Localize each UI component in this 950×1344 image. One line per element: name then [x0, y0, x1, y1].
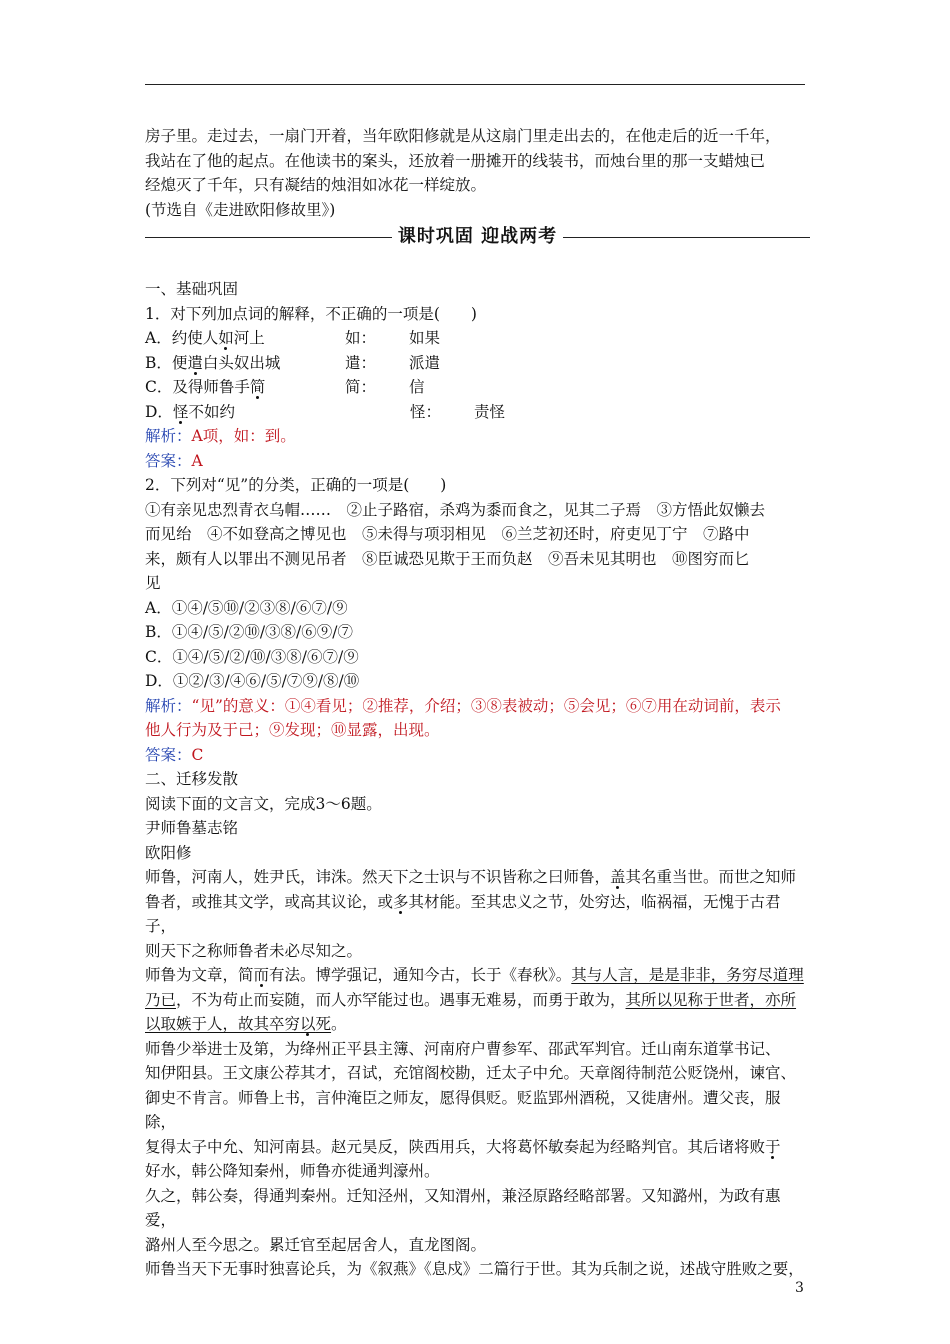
dotted-word: 遣 [187, 353, 203, 372]
question-stem: 1．对下列加点词的解释，不正确的一项是( ) [145, 304, 477, 323]
option-key: 简： [345, 378, 377, 396]
banner-rule-left [145, 237, 392, 238]
option-meaning: 信 [409, 378, 425, 396]
option-d: D．①②/③/④⑥/⑤/⑦⑨/⑧/⑩ [145, 672, 360, 690]
section-heading: 一、基础巩固 [145, 280, 239, 298]
passage-line: 师鲁为文章，简而有法。博学强记，通知今古，长于《春秋》。其与人言，是是非非，务穷尽道理 [145, 966, 804, 984]
option-text: A．约使人如河上 [145, 329, 265, 347]
option-c: C．①④/⑤/②/⑩/③⑧/⑥⑦/⑨ [145, 647, 359, 666]
intro-line: 我站在了他的起点。在他读书的案头，还放着一册摊开的线装书，而烛台里的那一支蜡烛已 [145, 151, 766, 170]
passage-line: 师鲁，河南人，姓尹氏，讳洙。然天下之士识与不识皆称之曰师鲁，盖其名重当世。而世之知师 [145, 868, 797, 886]
passage-line: 乃已，不为苟止而妄随，而人亦罕能过也。遇事无难易，而勇于敢为，其所以见称于世者，亦所 [145, 990, 797, 1009]
option-b: B．①④/⑤/②⑩/③⑧/⑥⑨/⑦ [145, 623, 354, 641]
dotted-word: 以 [300, 1015, 316, 1033]
option-a [145, 326, 810, 351]
passage-line: 御史不肯言。师鲁上书，言仲淹臣之师友，愿得俱贬。贬监郢州酒税，又徙唐州。遭父丧，服除， [145, 1088, 781, 1131]
option-meaning: 责怪 [474, 402, 506, 421]
passage-line: 鲁者，或推其文学，或高其议论，或多其材能。至其忠义之节，处穷达，临祸福，无愧于古君子， [145, 892, 781, 935]
passage-line: 知伊阳县。王文康公荐其才，召试，充馆阁校勘，迁太子中允。天章阁待制范公贬饶州，谏官、 [145, 1064, 797, 1082]
dotted-word: 如 [218, 329, 234, 347]
option-b [145, 351, 810, 376]
passage-line: 潞州人至今思之。累迁官至起居舍人，直龙图阁。 [145, 1235, 487, 1254]
dotted-word: 怪 [172, 402, 189, 421]
explanation: 解析：A项，如：到。 [145, 427, 296, 445]
passage-author: 欧阳修 [145, 843, 192, 862]
option-key: 如： [345, 329, 377, 347]
dotted-word: 于 [765, 1137, 781, 1156]
underlined-sentence: 以取嫉于人，故其卒穷 [145, 1015, 301, 1033]
underlined-sentence: 乃已 [145, 990, 177, 1009]
intro-source: (节选自《走进欧阳修故里》) [145, 200, 336, 219]
header-rule [145, 84, 805, 85]
section-banner [145, 225, 810, 249]
dotted-word: 盖 [610, 868, 626, 886]
option-key: 怪： [410, 402, 442, 421]
passage-title: 尹师鲁墓志铭 [145, 819, 239, 837]
option-key: 遣： [345, 353, 377, 372]
section-heading: 二、迁移发散 [145, 770, 239, 788]
question-line: 见 [145, 574, 161, 592]
option-text: C．及得师鲁手简 [145, 378, 266, 396]
document-body [145, 124, 810, 1282]
option-text: B．便遣白头奴出城 [145, 353, 281, 372]
answer: 答案：A [145, 451, 203, 470]
option-c [145, 375, 810, 400]
banner-title: 课时巩固 迎战两考 [397, 225, 558, 247]
dotted-word: 简 [249, 378, 266, 396]
banner-rule-right [563, 237, 810, 238]
intro-line: 经熄灭了千年，只有凝结的烛泪如冰花一样绽放。 [145, 176, 487, 194]
answer: 答案：C [145, 745, 204, 764]
page-number: 3 [795, 1280, 804, 1296]
question-line: ①有亲见忠烈青衣乌帽…… ②止子路宿，杀鸡为黍而食之，见其二子焉 ③方悟此奴懒去 [145, 500, 766, 519]
passage-line: 师鲁当天下无事时独喜论兵，为《叙燕》《息戍》二篇行于世。其为兵制之说，述战守胜败之要， [145, 1260, 804, 1278]
underlined-sentence: 其与人言，是是非非，务穷尽道理 [571, 966, 804, 984]
dotted-word: 而 [253, 966, 270, 984]
underlined-sentence: 其所以见称于世者，亦所 [625, 990, 797, 1009]
explanation: 解析：“见”的意义：①④看见；②推荐，介绍；③⑧表被动；⑤会见；⑥⑦用在动词前，表示 [145, 696, 781, 715]
passage-line: 复得太子中允、知河南县。赵元昊反，陕西用兵，大将葛怀敏奏起为经略判官。其后诸将败于 [145, 1137, 781, 1156]
option-text: D．怪不如约 [145, 402, 235, 421]
question-line: 而见绐 ④不如登高之博见也 ⑤未得与项羽相见 ⑥兰芝初还时，府吏见丁宁 ⑦路中 [145, 525, 750, 543]
instruction: 阅读下面的文言文，完成3～6题。 [145, 794, 382, 813]
dotted-word: 多 [393, 892, 409, 911]
option-meaning: 派遣 [409, 353, 441, 372]
option-a: A．①④/⑤⑩/②③⑧/⑥⑦/⑨ [145, 598, 348, 617]
passage-line: 好水，韩公降知秦州，师鲁亦徙通判濠州。 [145, 1162, 440, 1180]
option-d [145, 400, 810, 425]
passage-line: 久之，韩公奏，得通判秦州。迁知泾州，又知渭州，兼泾原路经略部署。又知潞州，为政有惠爱， [145, 1186, 781, 1229]
question-line: 来，颇有人以罪出不测见吊者 ⑧臣诚恐见欺于王而负赵 ⑨吾未见其明也 ⑩图穷而匕 [145, 549, 750, 568]
intro-line: 房子里。走过去，一扇门开着，当年欧阳修就是从这扇门里走出去的，在他走后的近一千年， [145, 127, 781, 145]
passage-line: 则天下之称师鲁者未必尽知之。 [145, 941, 363, 960]
passage-line: 师鲁少举进士及第，为绛州正平县主簿、河南府户曹参军、邵武军判官。迁山南东道掌书记、 [145, 1039, 781, 1058]
option-meaning: 如果 [409, 329, 441, 347]
passage-line: 以取嫉于人，故其卒穷以死。 [145, 1015, 347, 1033]
explanation-line: 他人行为及于己；⑨发现；⑩显露，出现。 [145, 721, 440, 739]
question-stem: 2．下列对“见”的分类，正确的一项是( ) [145, 476, 447, 494]
